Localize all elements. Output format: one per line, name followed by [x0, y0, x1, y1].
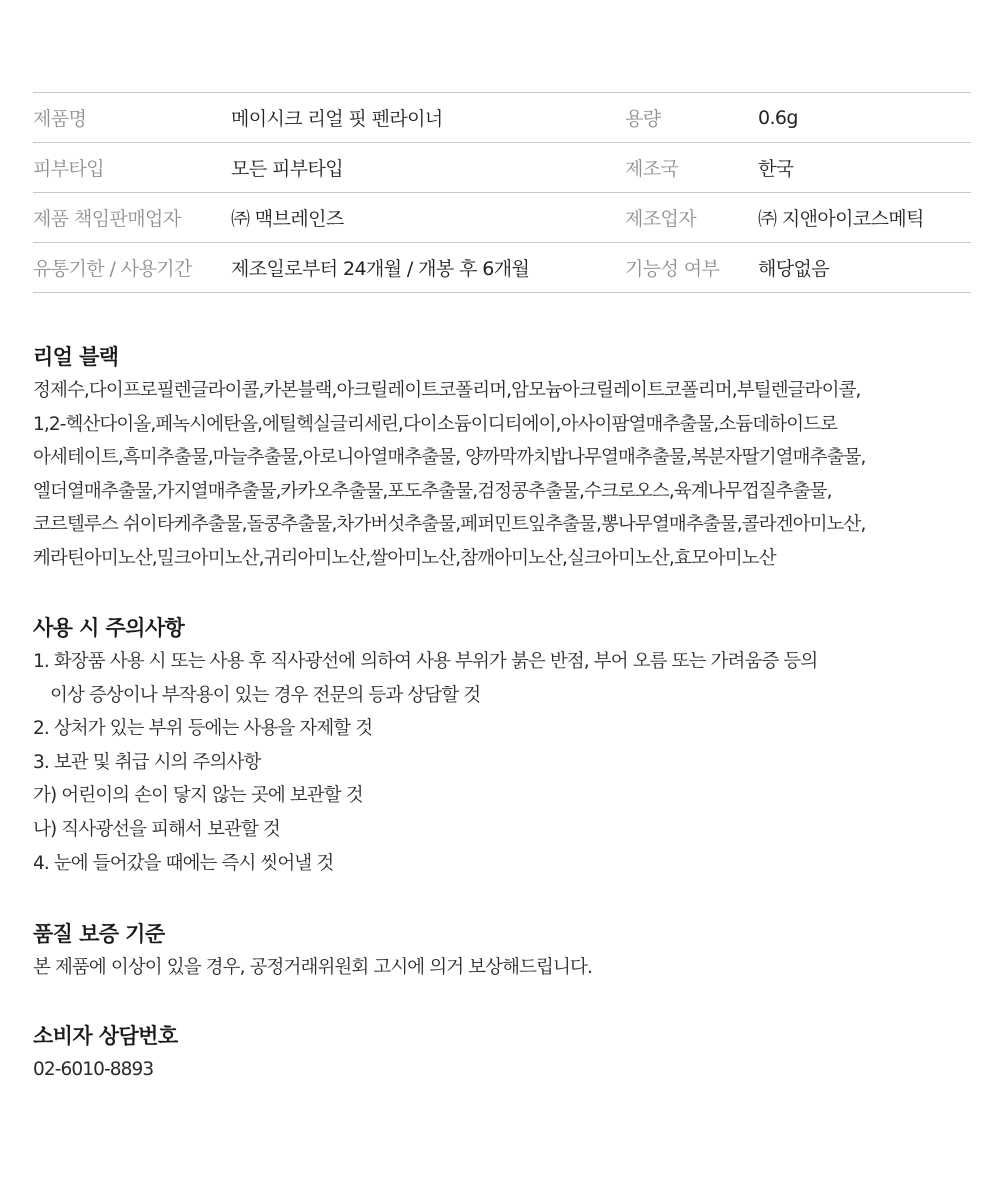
info-value: 메이시크 리얼 핏 펜라이너 [231, 108, 443, 130]
info-label: 기능성 여부 [625, 258, 720, 280]
ingredients-line: 1,2-헥산다이올,페녹시에탄올,에틸헥실글리세린,다이소듐이디티에이,아사이팜열매추출물,소듐데하이드로 [33, 413, 838, 435]
caution-line: 나) 직사광선을 피해서 보관할 것 [33, 818, 280, 840]
caution-line: 1. 화장품 사용 시 또는 사용 후 직사광선에 의하여 사용 부위가 붉은 반점, 부어 오름 또는 가려움증 등의 [33, 651, 818, 672]
info-label: 제조업자 [625, 208, 697, 230]
ingredients-text [33, 374, 973, 576]
quality-section [33, 921, 973, 985]
cautions-text [33, 645, 973, 880]
info-row-skin-type [33, 143, 971, 193]
info-row-seller [33, 193, 971, 243]
info-value: 한국 [758, 158, 794, 180]
ingredients-line: 정제수,다이프로필렌글라이콜,카본블랙,아크릴레이트코폴리머,암모늄아크릴레이트코폴리머,부틸렌글라이콜, [33, 380, 861, 401]
info-value: 해당없음 [758, 258, 830, 280]
info-label: 제조국 [625, 158, 679, 180]
ingredients-line: 코르텔루스 쉬이타케추출물,돌콩추출물,차가버섯추출물,페퍼민트잎추출물,뽕나무열매추출물,콜라겐아미노산, [33, 514, 866, 536]
contact-section [33, 1023, 973, 1087]
info-row-product-name [33, 93, 971, 143]
caution-line: 3. 보관 및 취급 시의 주의사항 [33, 751, 261, 773]
caution-line: 4. 눈에 들어갔을 때에는 즉시 씻어낼 것 [33, 852, 334, 874]
caution-line: 2. 상처가 있는 부위 등에는 사용을 자제할 것 [33, 718, 373, 740]
info-value: 0.6g [758, 106, 798, 129]
info-value: 제조일로부터 24개월 / 개봉 후 6개월 [231, 258, 530, 280]
cautions-section [33, 615, 973, 880]
info-row-expiry [33, 243, 971, 293]
info-value: ㈜ 지앤아이코스메틱 [758, 208, 924, 230]
ingredients-title: 리얼 블랙 [33, 345, 119, 369]
caution-line: 가) 어린이의 손이 닿지 않는 곳에 보관할 것 [33, 785, 363, 807]
info-value: 모든 피부타입 [231, 158, 343, 180]
ingredients-line: 엘더열매추출물,가지열매추출물,카카오추출물,포도추출물,검정콩추출물,수크로오스,육계나무껍질추출물, [33, 480, 832, 502]
quality-text [33, 951, 973, 985]
contact-phone [33, 1053, 973, 1087]
ingredients-section [33, 344, 973, 576]
caution-line: 이상 증상이나 부작용이 있는 경우 전문의 등과 상담할 것 [50, 684, 481, 706]
info-label: 용량 [625, 108, 661, 130]
info-label: 제품 책임판매업자 [33, 208, 181, 230]
info-value: ㈜ 맥브레인즈 [231, 208, 344, 230]
cautions-title: 사용 시 주의사항 [33, 616, 185, 640]
contact-title: 소비자 상담번호 [33, 1024, 178, 1048]
quality-line: 본 제품에 이상이 있을 경우, 공정거래위원회 고시에 의거 보상해드립니다. [33, 957, 592, 978]
info-label: 제품명 [33, 108, 87, 130]
product-info-table [33, 92, 971, 293]
phone-number: 02-6010-8893 [33, 1059, 154, 1080]
quality-title: 품질 보증 기준 [33, 922, 165, 946]
info-label: 유통기한 / 사용기간 [33, 258, 192, 280]
info-label: 피부타입 [33, 158, 105, 180]
ingredients-line: 아세테이트,흑미추출물,마늘추출물,아로니아열매추출물, 양까막까치밥나무열매추출물,복분자딸기열매추출물, [33, 447, 866, 469]
ingredients-line: 케라틴아미노산,밀크아미노산,귀리아미노산,쌀아미노산,참깨아미노산,실크아미노산,효모아미노산 [33, 547, 776, 569]
